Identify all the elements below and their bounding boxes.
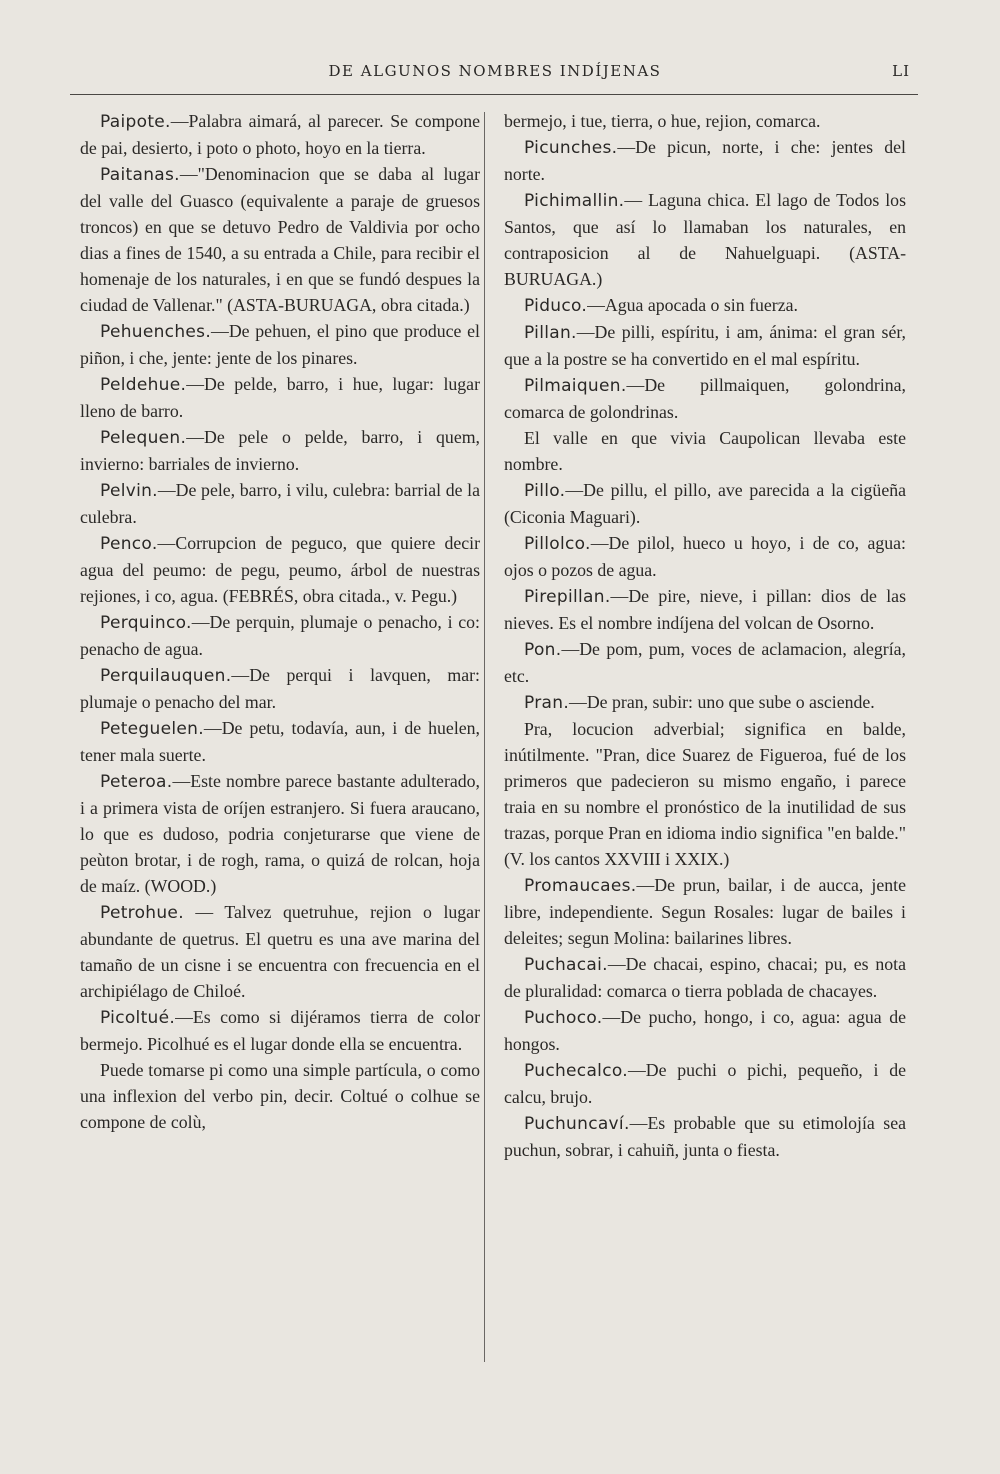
entry-headword: Pon.: [524, 640, 562, 660]
entry-headword: Perquinco.: [100, 613, 192, 633]
entry-text: —Agua apocada o sin fuerza.: [587, 295, 798, 315]
entry-text: —De pelde, barro, i hue, lugar: lugar lleno de barro.: [80, 374, 480, 421]
dictionary-entry: [504, 636, 906, 689]
entry-headword: Pilmaiquen.: [524, 376, 627, 396]
header-rule: [70, 94, 918, 95]
dictionary-entry: [504, 187, 906, 292]
dictionary-entry: [504, 530, 906, 583]
entry-text: El valle en que vivia Caupolican llevaba este nombre.: [504, 428, 906, 474]
entry-text: —De pran, subir: uno que sube o asciende.: [569, 692, 875, 712]
entry-headword: Paitanas.: [100, 165, 180, 185]
dictionary-entry: [504, 292, 906, 319]
entry-text: Pra, locucion adverbial; significa en balde, inútilmente. "Pran, dice Suarez de Figueroa, fué de los primeros que padecieron su mismo engaño, i parece traia en su nombre el pronóstico de la inutilidad de sus trazas, porque Pran en idioma indio significa "en balde." (V. los cantos XXVIII i XXIX.): [504, 719, 906, 869]
dictionary-entry: [504, 1004, 906, 1057]
entry-headword: Pehuenches.: [100, 322, 212, 342]
entry-headword: Piduco.: [524, 296, 588, 316]
dictionary-entry: [504, 716, 906, 872]
entry-text: —"Denominacion que se daba al lugar del valle del Guasco (equivalente a paraje de gruesos troncos) en que se detuvo Pedro de Valdivia por ocho dias a fines de 1540, a su entrada a Chile, para recibir el homenaje de los naturales, i en que se fundó despues la ciudad de Vallenar." (ASTA-BURUAGA, obra citada.): [80, 164, 480, 315]
entry-text: —Corrupcion de peguco, que quiere decir agua del peumo: de pegu, peumo, árbol de nuestras rejiones, i co, agua. (FEBRÉS, obra citada., v. Pegu.): [80, 533, 480, 606]
dictionary-entry: [80, 1004, 480, 1057]
entry-text: —De chacai, espino, chacai; pu, es nota de pluralidad: comarca o tierra poblada de chacayes.: [504, 954, 906, 1001]
entry-headword: Puchuncaví.: [524, 1114, 630, 1134]
dictionary-entry: [504, 477, 906, 530]
dictionary-entry: [80, 108, 480, 161]
entry-text: —Palabra aimará, al parecer. Se compone de pai, desierto, i poto o photo, hoyo en la tierra.: [80, 111, 480, 158]
entry-text: —De perqui i lavquen, mar: plumaje o penacho del mar.: [80, 665, 480, 712]
entry-text: —De pilol, hueco u hoyo, i de co, agua: ojos o pozos de agua.: [504, 533, 906, 580]
entry-headword: Picoltué.: [100, 1008, 176, 1028]
entry-text: —De picun, norte, i che: jentes del norte.: [504, 137, 906, 184]
entry-headword: Picunches.: [524, 138, 618, 158]
dictionary-entry: [504, 1110, 906, 1163]
entry-headword: Pelequen.: [100, 428, 187, 448]
entry-headword: Pillo.: [524, 481, 566, 501]
dictionary-entry: [80, 899, 480, 1004]
entry-headword: Peldehue.: [100, 375, 187, 395]
entry-headword: Puchecalco.: [524, 1061, 628, 1081]
dictionary-entry: [504, 108, 906, 134]
entry-text: —De puchi o pichi, pequeño, i de calcu, brujo.: [504, 1060, 906, 1107]
dictionary-entry: [504, 872, 906, 951]
entry-headword: Paipote.: [100, 112, 171, 132]
entry-headword: Peteguelen.: [100, 719, 204, 739]
entry-text: —De pele o pelde, barro, i quem, invierno: barriales de invierno.: [80, 427, 480, 474]
dictionary-entry: [504, 134, 906, 187]
entry-text: —De pele, barro, i vilu, culebra: barrial de la culebra.: [80, 480, 480, 527]
entry-text: —Este nombre parece bastante adulterado, i a primera vista de oríjen estranjero. Si fuera araucano, lo que es dudoso, podria conjeturarse que viene de peùton brotar, i de rogh, rama, o quizá de rolcan, hoja de maíz. (WOOD.): [80, 771, 480, 896]
entry-text: —Es probable que su etimolojía sea puchun, sobrar, i cahuiñ, junta o fiesta.: [504, 1113, 906, 1160]
entry-headword: Penco.: [100, 534, 158, 554]
dictionary-entry: [80, 371, 480, 424]
header-title: DE ALGUNOS NOMBRES INDÍJENAS: [328, 62, 662, 80]
running-header: [80, 62, 910, 86]
entry-headword: Pillolco.: [524, 534, 591, 554]
dictionary-entry: [80, 715, 480, 768]
dictionary-entry: [80, 161, 480, 318]
entry-text: —De pom, pum, voces de aclamacion, alegría, etc.: [504, 639, 906, 686]
dictionary-entry: [80, 477, 480, 530]
entry-headword: Pillan.: [524, 323, 577, 343]
entry-text: — Talvez quetruhue, rejion o lugar abundante de quetrus. El quetru es una ave marina del tamaño de un cisne i se encuentra con frecuencia en el archipiélago de Chiloé.: [80, 902, 480, 1001]
dictionary-entry: [80, 768, 480, 899]
dictionary-entry: [80, 424, 480, 477]
left-column: [80, 108, 480, 1135]
entry-text: —De pucho, hongo, i co, agua: agua de hongos.: [504, 1007, 906, 1054]
entry-headword: Petrohue.: [100, 903, 184, 923]
dictionary-entry: [504, 951, 906, 1004]
page-number: LI: [892, 62, 910, 80]
dictionary-entry: [504, 319, 906, 372]
entry-text: —De pilli, espíritu, i am, ánima: el gran sér, que a la postre se ha convertido en el mal espíritu.: [504, 322, 906, 369]
dictionary-entry: [504, 583, 906, 636]
dictionary-entry: [80, 1057, 480, 1135]
dictionary-entry: [80, 530, 480, 609]
dictionary-entry: [80, 662, 480, 715]
entry-text: —De pehuen, el pino que produce el piñon, i che, jente: jente de los pinares.: [80, 321, 480, 368]
entry-headword: Pichimallin.: [524, 191, 625, 211]
entry-text: Puede tomarse pi como una simple partícula, o como una inflexion del verbo pin, decir. Coltué o colhue se compone de colù,: [80, 1060, 480, 1132]
entry-text: —De prun, bailar, i de aucca, jente libre, independiente. Segun Rosales: lugar de bailes i deleites; segun Molina: bailarines libres.: [504, 875, 906, 948]
entry-headword: Perquilauquen.: [100, 666, 232, 686]
entry-text: —De pillu, el pillo, ave parecida a la cigüeña (Ciconia Maguari).: [504, 480, 906, 527]
entry-text: —De pire, nieve, i pillan: dios de las nieves. Es el nombre indíjena del volcan de Osorno.: [504, 586, 906, 633]
entry-text: — Laguna chica. El lago de Todos los Santos, que así lo llamaban los naturales, en contraposicion al de Nahuelguapi. (ASTA-BURUAGA.): [504, 190, 906, 289]
column-divider: [484, 112, 485, 1362]
entry-headword: Pelvin.: [100, 481, 158, 501]
entry-headword: Peteroa.: [100, 772, 173, 792]
right-column: [504, 108, 906, 1163]
dictionary-entry: [504, 372, 906, 425]
entry-headword: Puchacai.: [524, 955, 608, 975]
dictionary-entry: [80, 609, 480, 662]
entry-text: bermejo, i tue, tierra, o hue, rejion, comarca.: [504, 111, 821, 131]
entry-text: —De perquin, plumaje o penacho, i co: penacho de agua.: [80, 612, 480, 659]
entry-headword: Puchoco.: [524, 1008, 603, 1028]
entry-headword: Pirepillan.: [524, 587, 611, 607]
dictionary-entry: [80, 318, 480, 371]
entry-headword: Pran.: [524, 693, 570, 713]
entry-text: —De pillmaiquen, golondrina, comarca de golondrinas.: [504, 375, 906, 422]
dictionary-entry: [504, 425, 906, 477]
dictionary-entry: [504, 689, 906, 716]
dictionary-entry: [504, 1057, 906, 1110]
entry-text: —Es como si dijéramos tierra de color bermejo. Picolhué es el lugar donde ella se encuentra.: [80, 1007, 480, 1054]
entry-text: —De petu, todavía, aun, i de huelen, tener mala suerte.: [80, 718, 480, 765]
entry-headword: Promaucaes.: [524, 876, 637, 896]
